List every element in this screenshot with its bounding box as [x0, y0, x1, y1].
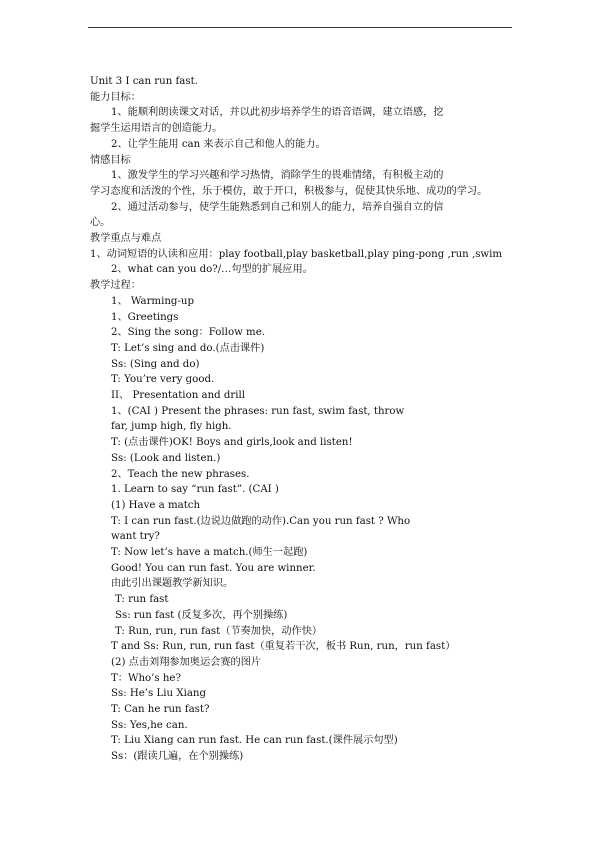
- document-line: 1、(CAI ) Present the phrases: run fast, swim fast, throw: [111, 405, 405, 417]
- document-line: 1、激发学生的学习兴趣和学习热情，消除学生的畏难情绪，有积极主动的: [111, 170, 444, 182]
- document-line: 心。: [90, 217, 111, 229]
- document-line: T: I can run fast.(边说边做跑的动作).Can you run fast ? Who: [111, 515, 411, 527]
- document-line: Unit 3 I can run fast.: [90, 76, 198, 87]
- document-line: 2、Teach the new phrases.: [111, 468, 250, 480]
- document-line: 2、Sing the song：Follow me.: [111, 327, 265, 339]
- document-line: T and Ss: Run, run, run fast（重复若干次，板书 Run, run，run fast）: [111, 641, 456, 653]
- document-line: Ss: Yes,he can.: [111, 719, 188, 731]
- document-line: 教学重点与难点: [90, 233, 162, 244]
- document-line: 1、能顺利朗读课文对话，并以此初步培养学生的语音语调，建立语感，挖: [111, 107, 444, 119]
- document-line: 掘学生运用语言的创造能力。: [90, 123, 223, 135]
- document-line: 2、通过活动参与，使学生能熟悉到自己和别人的能力，培养自强自立的信: [111, 201, 444, 213]
- document-line: far, jump high, fly high.: [111, 421, 232, 433]
- document-line: (2) 点击刘翔参加奥运会赛的图片: [111, 656, 262, 668]
- header-rule: [88, 27, 512, 28]
- document-line: 学习态度和活泼的个性，乐于模仿，敢于开口，积极参与，促使其快乐地、成功的学习。: [90, 185, 488, 197]
- document-line: 教学过程：: [90, 280, 141, 292]
- document-line: 情感目标: [90, 154, 131, 166]
- document-line: T: Let’s sing and do.(点击课件): [111, 342, 265, 354]
- document-line: want try?: [111, 531, 160, 543]
- document-line: T: Run, run, run fast（节奏加快，动作快）: [115, 625, 323, 637]
- document-line: 2、让学生能用 can 来表示自己和他人的能力。: [111, 138, 326, 150]
- document-line: Ss: He’s Liu Xiang: [111, 688, 206, 700]
- document-line: Ss：(跟读几遍，在个别操练): [111, 751, 244, 763]
- document-line: (1) Have a match: [111, 499, 201, 511]
- document-line: Ss: run fast (反复多次，再个别操练): [115, 609, 288, 621]
- document-line: 由此引出课题教学新知识。: [111, 578, 234, 590]
- document-line: 能力目标：: [90, 91, 141, 103]
- document-line: Ss: (Look and listen.): [111, 452, 221, 464]
- document-line: Ss: (Sing and do): [111, 358, 200, 370]
- document-line: T: Can he run fast?: [111, 704, 210, 715]
- document-line: II、 Presentation and drill: [111, 390, 246, 401]
- document-line: T：Who’s he?: [111, 672, 181, 684]
- document-line: T: (点击课件)OK! Boys and girls,look and listen!: [111, 437, 353, 449]
- document-line: 1. Learn to say “run fast”. (CAI ): [111, 484, 279, 496]
- document-line: T: Liu Xiang can run fast. He can run fast.(课件展示句型): [111, 735, 398, 747]
- document-line: T: Now let’s have a match.(师生一起跑): [111, 547, 308, 558]
- document-line: 2、what can you do?/…句型的扩展应用。: [111, 264, 313, 276]
- document-line: 1、 Warming-up: [111, 295, 194, 307]
- document-line: Good! You can run fast. You are winner.: [111, 562, 316, 574]
- document-line: T: run fast: [115, 594, 169, 606]
- document-line: T: You’re very good.: [111, 374, 215, 386]
- document-line: 1、Greetings: [111, 311, 179, 323]
- document-line: 1、动词短语的认读和应用：play football,play basketball,play ping-pong ,run ,swim: [90, 248, 503, 260]
